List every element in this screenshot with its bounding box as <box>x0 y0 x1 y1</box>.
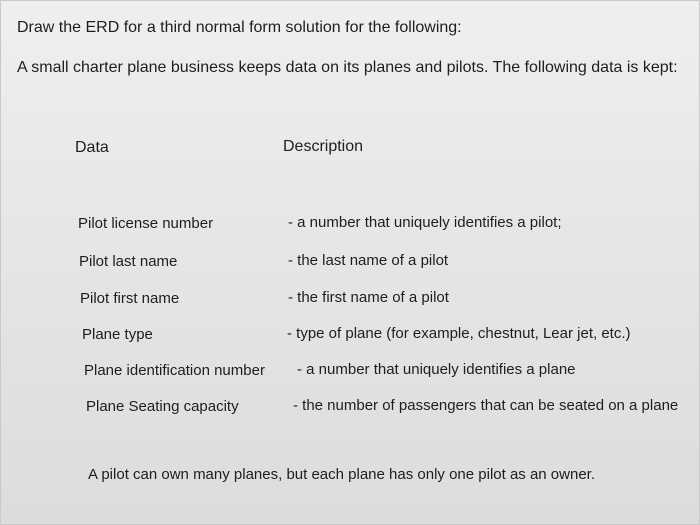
question-line-1: Draw the ERD for a third normal form solution for the following: <box>17 19 462 36</box>
column-header-description: Description <box>283 138 364 155</box>
column-header-data: Data <box>75 139 109 156</box>
ownership-rule: A pilot can own many planes, but each plane has only one pilot as an owner. <box>88 466 596 483</box>
row-0-description: - a number that uniquely identifies a pilot; <box>288 214 562 231</box>
row-3-description: - type of plane (for example, chestnut, Lear jet, etc.) <box>287 325 631 342</box>
row-2-data: Pilot first name <box>80 290 180 307</box>
row-3-data: Plane type <box>82 326 153 343</box>
row-5-data: Plane Seating capacity <box>86 398 239 415</box>
row-0-data: Pilot license number <box>78 215 214 232</box>
row-2-description: - the first name of a pilot <box>288 289 449 306</box>
row-4-data: Plane identification number <box>84 362 265 379</box>
row-4-description: - a number that uniquely identifies a plane <box>297 361 576 378</box>
row-5-description: - the number of passengers that can be seated on a plane <box>293 397 679 414</box>
row-1-description: - the last name of a pilot <box>288 252 449 269</box>
row-1-data: Pilot last name <box>79 253 178 270</box>
question-line-2: A small charter plane business keeps data on its planes and pilots. The following data is kept: <box>17 59 678 76</box>
